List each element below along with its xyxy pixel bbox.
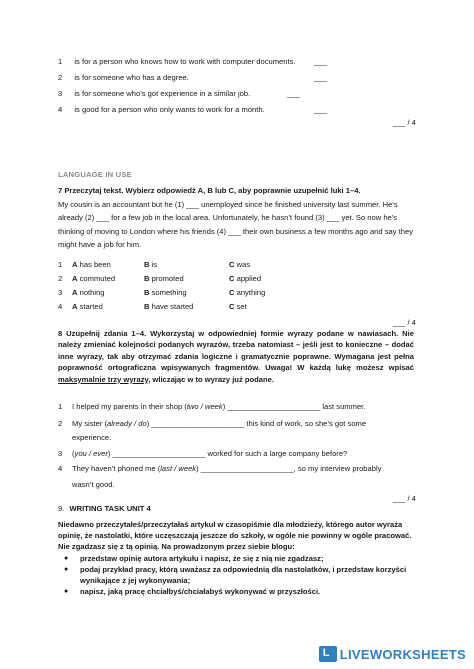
sentence-number: 2 <box>58 419 63 428</box>
section-heading: LANGUAGE IN USE <box>58 170 132 179</box>
task9-title: WRITING TASK UNIT 4 <box>69 504 151 513</box>
option-c[interactable]: C set <box>229 302 247 311</box>
item-text: is for someone who’s got experience in a similar job. <box>74 89 251 98</box>
score-field[interactable]: ___ / 4 <box>392 118 416 127</box>
option-c[interactable]: C applied <box>229 274 262 283</box>
list-item <box>58 73 189 82</box>
list-item <box>58 89 250 98</box>
answer-blank[interactable]: ___ <box>287 89 300 98</box>
item-text: is for a person who knows how to work with computer documents. <box>74 57 296 66</box>
item-number: 3 <box>58 89 63 98</box>
task9-bullets <box>58 553 414 597</box>
option-a[interactable]: A started <box>72 302 103 311</box>
list-item <box>58 57 296 66</box>
option-b[interactable]: B something <box>144 288 187 297</box>
option-a[interactable]: A nothing <box>72 288 105 297</box>
answer-blank[interactable]: ___ <box>314 73 327 82</box>
option-c[interactable]: C was <box>229 260 251 269</box>
task8-instructions: 8 Uzupełnij zdania 1–4. Wykorzystaj w odpowiedniej formie wyrazy podane w nawiasach. Nie należy zmieniać kolejności podanych wyrazów, trzeba natomiast – jeśli jest to konieczne – dodać inne wyrazy, tak aby otrzymać zdania logiczne i gramatycznie poprawne. Wymagana jest pełna poprawność ortograficzna wpisywanych fragmentów. Uwaga! W każdą lukę możesz wpisać maksymalnie trzy wyrazy, wliczając w to wyrazy już podane. <box>58 329 414 384</box>
sentence-number: 3 <box>58 449 63 458</box>
bullet-item: ● napisz, jaką pracę chciałbyś/chciałabyś wykonywać w przyszłości. <box>58 586 414 597</box>
option-b[interactable]: B is <box>144 260 158 269</box>
underlined-limit: maksymalnie trzy wyrazy <box>58 374 149 384</box>
task9-heading <box>58 504 151 513</box>
score-field[interactable]: ___ / 4 <box>392 494 416 503</box>
option-a[interactable]: A commuted <box>72 274 116 283</box>
answer-blank[interactable]: ___ <box>314 105 327 114</box>
sentence-4-continued: wasn’t good. <box>72 480 115 489</box>
item-text: is good for a person who only wants to work for a month. <box>74 105 265 114</box>
option-a[interactable]: A has been <box>72 260 111 269</box>
task7-text: My cousin is an accountant but he (1) ___ unemployed since he finished university last summer. He’s already (2) ___ for a few job in the local area. Unfortunately, he hasn’t found (3) ___ yet. So now he’s thinking of moving to London where his friends (4) ___ their own business a few months ago and say they might have a job for him. <box>58 200 414 250</box>
list-item <box>58 105 265 114</box>
score-field[interactable]: ___ / 4 <box>392 318 416 327</box>
answer-blank[interactable]: ___ <box>314 57 327 66</box>
sentence-2-continued: experience. <box>72 433 112 442</box>
logo-icon: L <box>319 646 337 662</box>
item-number: 2 <box>58 73 63 82</box>
item-number: 1 <box>58 57 63 66</box>
item-text: is for someone who has a degree. <box>74 73 189 82</box>
task7-title: 7 Przeczytaj tekst. Wybierz odpowiedź A, B lub C, aby poprawnie uzupełnić luki 1–4. <box>58 186 361 195</box>
option-row-number: 1 <box>58 260 63 269</box>
sentence-1[interactable]: I helped my parents in their shop (two / week) ______________________ last summer. <box>72 402 366 411</box>
sentence-4[interactable]: They haven’t phoned me (last / week) ______________________, so my interview probably <box>72 464 382 473</box>
option-row-number: 3 <box>58 288 63 297</box>
option-b[interactable]: B promoted <box>144 274 184 283</box>
logo-text: LIVEWORKSHEETS <box>339 646 466 662</box>
option-c[interactable]: C anything <box>229 288 266 297</box>
item-number: 4 <box>58 105 63 114</box>
option-row-number: 2 <box>58 274 63 283</box>
bullet-item: ● przedstaw opinię autora artykułu i napisz, że się z nią nie zgadzasz; <box>58 553 414 564</box>
task9-intro: Niedawno przeczytałeś/przeczytałaś artykuł w czasopiśmie dla młodzieży, którego autor wyraża opinię, że nastolatki, które uczęszczają jeszcze do szkoły, w ogóle nie powinny w ogóle pracować. Nie zgadzasz się z tą opinią. Na prowadzonym przez siebie blogu: <box>58 520 412 552</box>
task9-number: 9. <box>58 504 65 513</box>
liveworksheets-logo[interactable] <box>319 645 466 663</box>
sentence-number: 1 <box>58 402 63 411</box>
option-b[interactable]: B have started <box>144 302 194 311</box>
option-row-number: 4 <box>58 302 63 311</box>
sentence-3[interactable]: (you / ever) ______________________ worked for such a large company before? <box>72 449 348 458</box>
bullet-item: ● podaj przykład pracy, którą uważasz za odpowiednią dla nastolatków, i przedstaw korzyści wynikające z jej wykonywania; <box>58 564 414 586</box>
sentence-number: 4 <box>58 464 63 473</box>
sentence-2[interactable]: My sister (already / do) ______________________ this kind of work, so she’s got some <box>72 419 367 428</box>
